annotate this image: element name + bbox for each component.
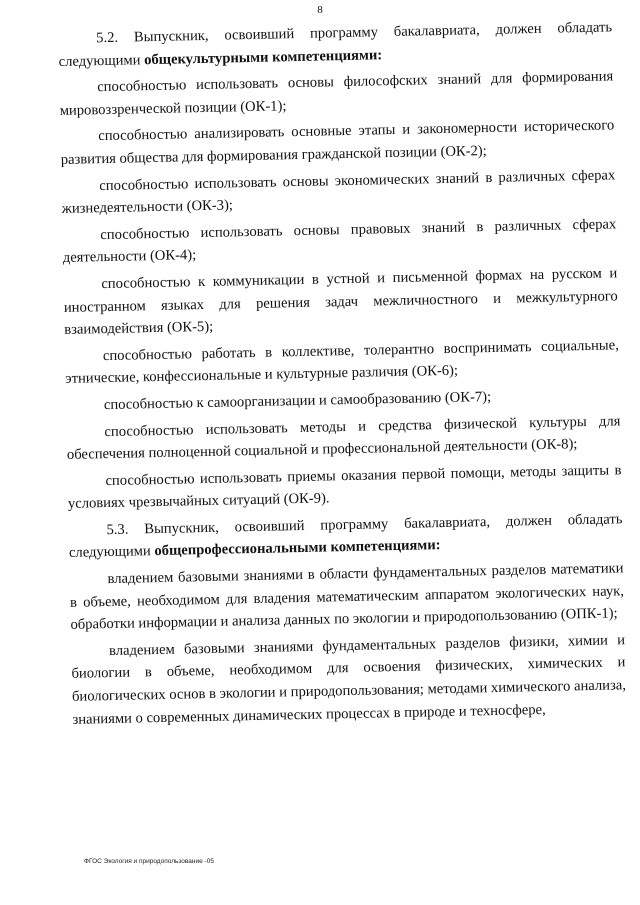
section-5-3-intro-text: 5.3. Выпускник, освоивший программу бакалавриата, должен обладать следующими bbox=[68, 511, 623, 562]
section-5-2-intro-text: 5.2. Выпускник, освоивший программу бакалавриата, должен обладать следующими bbox=[58, 19, 613, 70]
section-5-3-heading: общепрофессиональными компетенциями: bbox=[154, 537, 441, 560]
page-body bbox=[58, 16, 627, 735]
page-number: 8 bbox=[317, 4, 323, 16]
section-5-3-intro bbox=[68, 508, 623, 565]
competence-ok-7: способностью к самоорганизации и самообразованию (ОК-7); bbox=[103, 388, 492, 414]
competence-opk-2: владением базовыми знаниями фундаментальных разделов физики, химии и биологии в объеме, необходимом для освоения физических, химических и биологических основ в экологии и природопользования; методами химического анализа, знаниями о современных динамических процессах в природе и техносфере, bbox=[71, 632, 627, 728]
section-5-2-intro bbox=[58, 16, 613, 73]
competence-ok-8: способностью использовать методы и средства физической культуры для обеспечения полноценной социальной и профессиональной деятельности (ОК-8); bbox=[66, 412, 621, 463]
competence-ok-4: способностью использовать основы правовых знаний в различных сферах деятельности (ОК-4); bbox=[62, 216, 617, 267]
competence-ok-6: способностью работать в коллективе, толерантно воспринимать социальные, этнические, конфессиональные и культурные различия (ОК-6); bbox=[65, 337, 619, 388]
competence-ok-2: способностью анализировать основные этапы и закономерности исторического развития общества для формирования гражданской позиции (ОК-2); bbox=[60, 117, 615, 168]
document-footer: ФГОС Экология и природопользование -05 bbox=[84, 858, 214, 865]
competence-opk-1: владением базовыми знаниями в области фундаментальных разделов математики в объеме, необходимом для владения математическим аппаратом экологических наук, обработки информации и анализа данных по экологии и природопользованию (ОПК-1); bbox=[69, 560, 625, 634]
competence-ok-5: способностью к коммуникации в устной и письменной формах на русском и иностранном языках для решения задач межличностного и межкультурного взаимодействия (ОК-5); bbox=[63, 265, 618, 339]
competence-ok-3: способностью использовать основы экономических знаний в различных сферах жизнедеятельности (ОК-3); bbox=[61, 166, 616, 218]
section-5-2-heading: общекультурными компетенциями: bbox=[143, 46, 383, 68]
competence-ok-1: способностью использовать основы философских знаний для формирования мировоззренческой позиции (ОК-1); bbox=[59, 68, 614, 119]
competence-ok-9: способностью использовать приемы оказания первой помощи, методы защиты в условиях чрезвычайных ситуаций (ОК-9). bbox=[67, 461, 622, 513]
